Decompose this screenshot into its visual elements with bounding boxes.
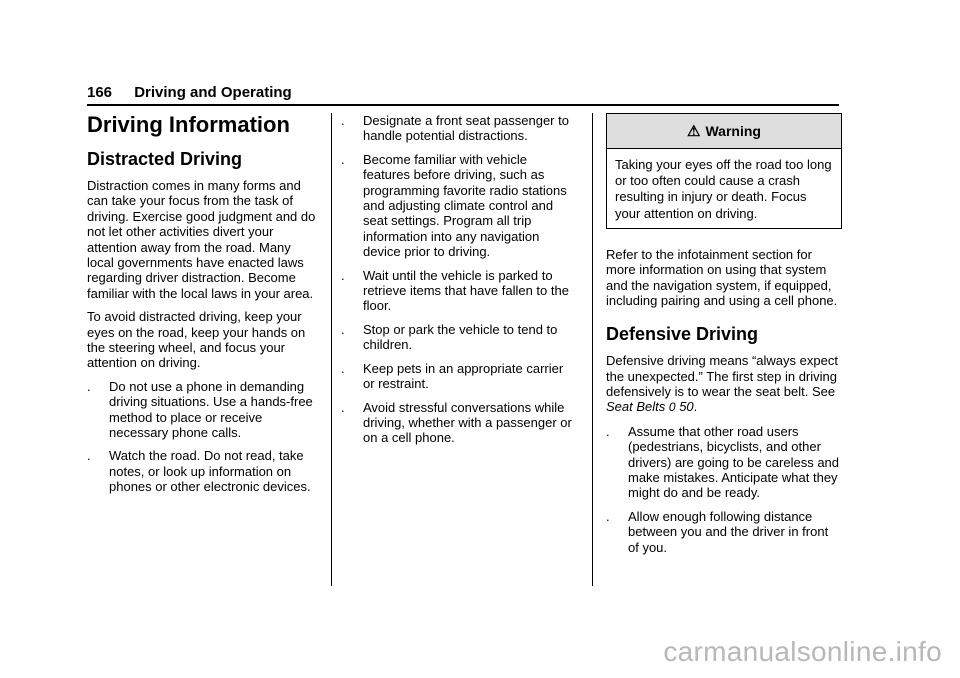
page-title: Driving Information bbox=[87, 112, 290, 137]
bullet-glyph: . bbox=[87, 448, 91, 464]
bullet-glyph: . bbox=[606, 423, 610, 439]
column-2 bbox=[341, 113, 577, 454]
col1-bullet-list bbox=[87, 379, 319, 495]
bullet-glyph: . bbox=[341, 321, 345, 337]
page-ref-arrow-icon: 0 bbox=[668, 400, 676, 415]
bullet-glyph: . bbox=[606, 508, 610, 524]
list-item bbox=[341, 400, 577, 446]
header-rule bbox=[87, 104, 839, 106]
warning-icon: ⚠ bbox=[687, 123, 701, 140]
column-3 bbox=[606, 113, 842, 563]
column-divider bbox=[592, 113, 593, 586]
warning-header bbox=[607, 114, 841, 149]
list-item bbox=[341, 322, 577, 353]
bullet-glyph: . bbox=[341, 113, 345, 128]
column-1 bbox=[87, 113, 319, 503]
list-item-text: Designate a front seat passenger to handle potential distractions. bbox=[363, 113, 569, 144]
list-item-text: Watch the road. Do not read, take notes, or look up information on phones or other electronic devices. bbox=[109, 448, 311, 495]
list-item bbox=[341, 361, 577, 392]
list-item bbox=[341, 113, 577, 144]
list-item-text: Wait until the vehicle is parked to retrieve items that have fallen to the floor. bbox=[363, 267, 569, 314]
defensive-driving-heading: Defensive Driving bbox=[606, 324, 759, 345]
bullet-glyph: . bbox=[87, 378, 91, 394]
watermark: carmanualsonline.info bbox=[663, 636, 942, 667]
warning-text: Taking your eyes off the road too long or too often could cause a crash resulting in injury or death. Focus your attention on driving. bbox=[615, 157, 832, 221]
page-ref-number: 50 bbox=[679, 399, 694, 415]
infotainment-paragraph: Refer to the infotainment section for more information on using that system and the navigation system, if equipped, including pairing and using a cell phone. bbox=[606, 246, 838, 309]
seat-belts-link[interactable] bbox=[606, 399, 694, 414]
column-divider bbox=[331, 113, 332, 586]
list-item bbox=[87, 379, 319, 441]
section-title: Driving and Operating bbox=[134, 84, 292, 101]
bullet-glyph: . bbox=[341, 267, 345, 283]
link-text: Seat Belts bbox=[606, 399, 666, 415]
list-item bbox=[606, 509, 842, 555]
list-item-text: Avoid stressful conversations while driving, whether with a passenger or on a cell phone. bbox=[363, 399, 572, 446]
list-item bbox=[606, 424, 842, 501]
col2-bullet-list bbox=[341, 113, 577, 446]
list-item-text: Assume that other road users (pedestrians, bicyclists, and other drivers) are going to be careless and make mistakes. Anticipate what they might do and be ready. bbox=[628, 423, 840, 501]
defensive-driving-paragraph bbox=[606, 353, 842, 416]
paragraph-end: . bbox=[693, 399, 698, 415]
list-item-text: Become familiar with vehicle features before driving, such as programming favorite radio stations and adjusting climate control and seat settings. Program all trip information into any navigation device prior to driving. bbox=[363, 151, 567, 260]
paragraph-text: Defensive driving means “always expect the unexpected.” The first step in driving defensively is to wear the seat belt. See bbox=[606, 353, 838, 399]
bullet-glyph: . bbox=[341, 151, 345, 167]
col3-bullet-list bbox=[606, 424, 842, 555]
page-header bbox=[87, 84, 292, 101]
list-item-text: Keep pets in an appropriate carrier or restraint. bbox=[363, 360, 564, 392]
warning-title: Warning bbox=[705, 123, 761, 139]
warning-box bbox=[606, 113, 842, 229]
page-number: 166 bbox=[87, 84, 113, 101]
list-item bbox=[87, 448, 319, 494]
list-item bbox=[341, 268, 577, 314]
distracted-driving-heading: Distracted Driving bbox=[87, 149, 243, 170]
avoid-distraction-paragraph: To avoid distracted driving, keep your eyes on the road, keep your hands on the steering wheel, and focus your attention on driving. bbox=[87, 309, 306, 371]
bullet-glyph: . bbox=[341, 360, 345, 376]
list-item-text: Stop or park the vehicle to tend to children. bbox=[363, 321, 558, 353]
list-item bbox=[341, 152, 577, 260]
list-item-text: Do not use a phone in demanding driving situations. Use a hands-free method to place or receive necessary phone calls. bbox=[109, 378, 313, 440]
list-item-text: Allow enough following distance between you and the driver in front of you. bbox=[628, 508, 829, 555]
bullet-glyph: . bbox=[341, 399, 345, 415]
distraction-paragraph: Distraction comes in many forms and can take your focus from the task of driving. Exercise good judgment and do not let other activities divert your attention away from the road. Many local governments have enacted laws regarding driver distraction. Become familiar with the local laws in your area. bbox=[87, 177, 316, 301]
